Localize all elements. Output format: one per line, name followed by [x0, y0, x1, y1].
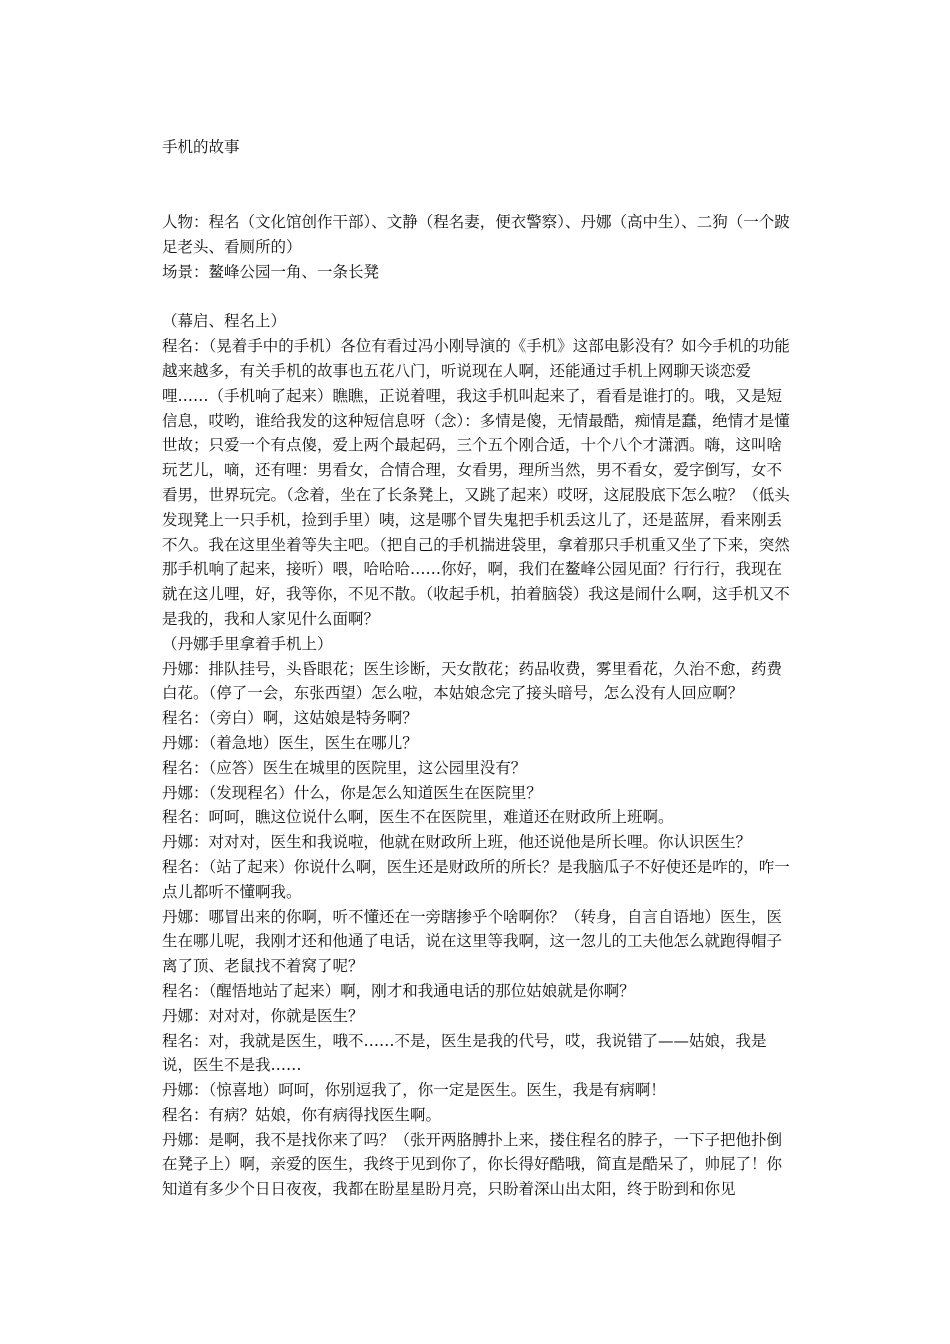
dialogue-paragraph: 丹娜：（发现程名）什么，你是怎么知道医生在医院里？ [162, 783, 542, 802]
dialogue-paragraph: 程名：（晃着手中的手机）各位有看过冯小刚导演的《手机》这部电影没有？如今手机的功能越来越多，有关手机的故事也五花八门，听说现在人啊，还能通过手机上网聊天谈恋爱哩……（手机响了起来）瞧瞧，正说着哩，我这手机叫起来了，看看是谁打的。哦，又是短信息，哎哟，谁给我发的这种短信息呀（念）：多情是傻，无情最酷，痴情是蠢，绝情才是懂世故；只爱一个有点傻，爱上两个最起码，三个五个刚合适，十个八个才潇洒。嗨，这叫啥玩艺儿，嘀，还有哩：男看女，合情合理，女看男，理所当然，男不看女，爱字倒写，女不看男，世界玩完。（念着，坐在了长条凳上，又跳了起来）哎呀，这屁股底下怎么啦？（低头发现凳上一只手机，捡到手里）咦，这是哪个冒失鬼把手机丢这儿了，还是蓝屏，看来刚丢不久。我在这里坐着等失主吧。（把自己的手机揣进袋里，拿着那只手机重又坐了下来，突然那手机响了起来，接听）喂，哈哈哈……你好，啊，我们在鳌峰公园见面？行行行，我现在就在这儿哩，好，我等你，不见不散。（收起手机，拍着脑袋）我这是闹什么啊，这手机又不是我的，我和人家见什么面啊？ [162, 337, 790, 628]
paragraph-gap [162, 284, 794, 309]
dialogue-paragraph: 程名：有病？姑娘，你有病得找医生啊。 [162, 1105, 442, 1124]
document-body [162, 210, 794, 1202]
document-title: 手机的故事 [162, 138, 240, 156]
dialogue-paragraph: 丹娜：对对对，医生和我说啦，他就在财政所上班，他还说他是所长哩。你认识医生？ [162, 833, 752, 852]
dialogue-paragraph: 丹娜：（着急地）医生，医生在哪儿？ [162, 733, 418, 752]
dialogue-paragraph: 丹娜：是啊，我不是找你来了吗？（张开两胳膊扑上来，搂住程名的脖子，一下子把他扑倒在凳子上）啊，亲爱的医生，我终于见到你了，你长得好酷哦，简直是酷呆了，帅屁了！你知道有多少个日日夜夜，我都在盼星星盼月亮，只盼着深山出太阳，终于盼到和你见 [162, 1130, 783, 1199]
dialogue-paragraph: 程名：呵呵，瞧这位说什么啊，医生不在医院里，难道还在财政所上班啊。 [162, 808, 674, 827]
dialogue-paragraph: 丹娜：对对对，你就是医生？ [162, 1006, 364, 1025]
dialogue-paragraph: 程名：（旁白）啊，这姑娘是特务啊？ [162, 709, 418, 728]
dialogue-paragraph: 程名：（站了起来）你说什么啊，医生还是财政所的所长？是我脑瓜子不好使还是咋的，咋一点儿都听不懂啊我。 [162, 857, 790, 901]
dialogue-paragraph: 程名：（醒悟地站了起来）啊，刚才和我通电话的那位姑娘就是你啊？ [162, 981, 635, 1000]
dialogue-paragraph: 丹娜：（惊喜地）呵呵，你别逗我了，你一定是医生。医生，我是有病啊！ [162, 1081, 666, 1100]
dialogue-paragraph: 程名：对，我就是医生，哦不……不是，医生是我的代号，哎，我说错了——姑娘，我是说，医生不是我…… [162, 1031, 767, 1075]
stage-direction: （幕启、程名上） [162, 312, 287, 331]
dialogue-paragraph: 丹娜：排队挂号，头昏眼花；医生诊断，天女散花；药品收费，雾里看花，久治不愈，药费白花。（停了一会，东张西望）怎么啦，本姑娘念完了接头暗号，怎么没有人回应啊？ [162, 659, 783, 703]
stage-direction: （丹娜手里拿着手机上） [162, 634, 333, 653]
cast-list: 人物：程名（文化馆创作干部）、文静（程名妻，便衣警察）、丹娜（高中生）、二狗（一个跛足老头、看厕所的） [162, 213, 790, 256]
dialogue-paragraph: 丹娜：哪冒出来的你啊，听不懂还在一旁瞎掺乎个啥啊你？（转身，自言自语地）医生，医生在哪儿呢，我刚才还和他通了电话，说在这里等我啊，这一忽儿的工夫他怎么就跑得帽子离了顶、老鼠找不着窝了呢？ [162, 907, 783, 976]
scene-description: 场景：鳌峰公园一角、一条长凳 [162, 262, 380, 281]
dialogue-paragraph: 程名：（应答）医生在城里的医院里，这公园里没有？ [162, 758, 527, 777]
